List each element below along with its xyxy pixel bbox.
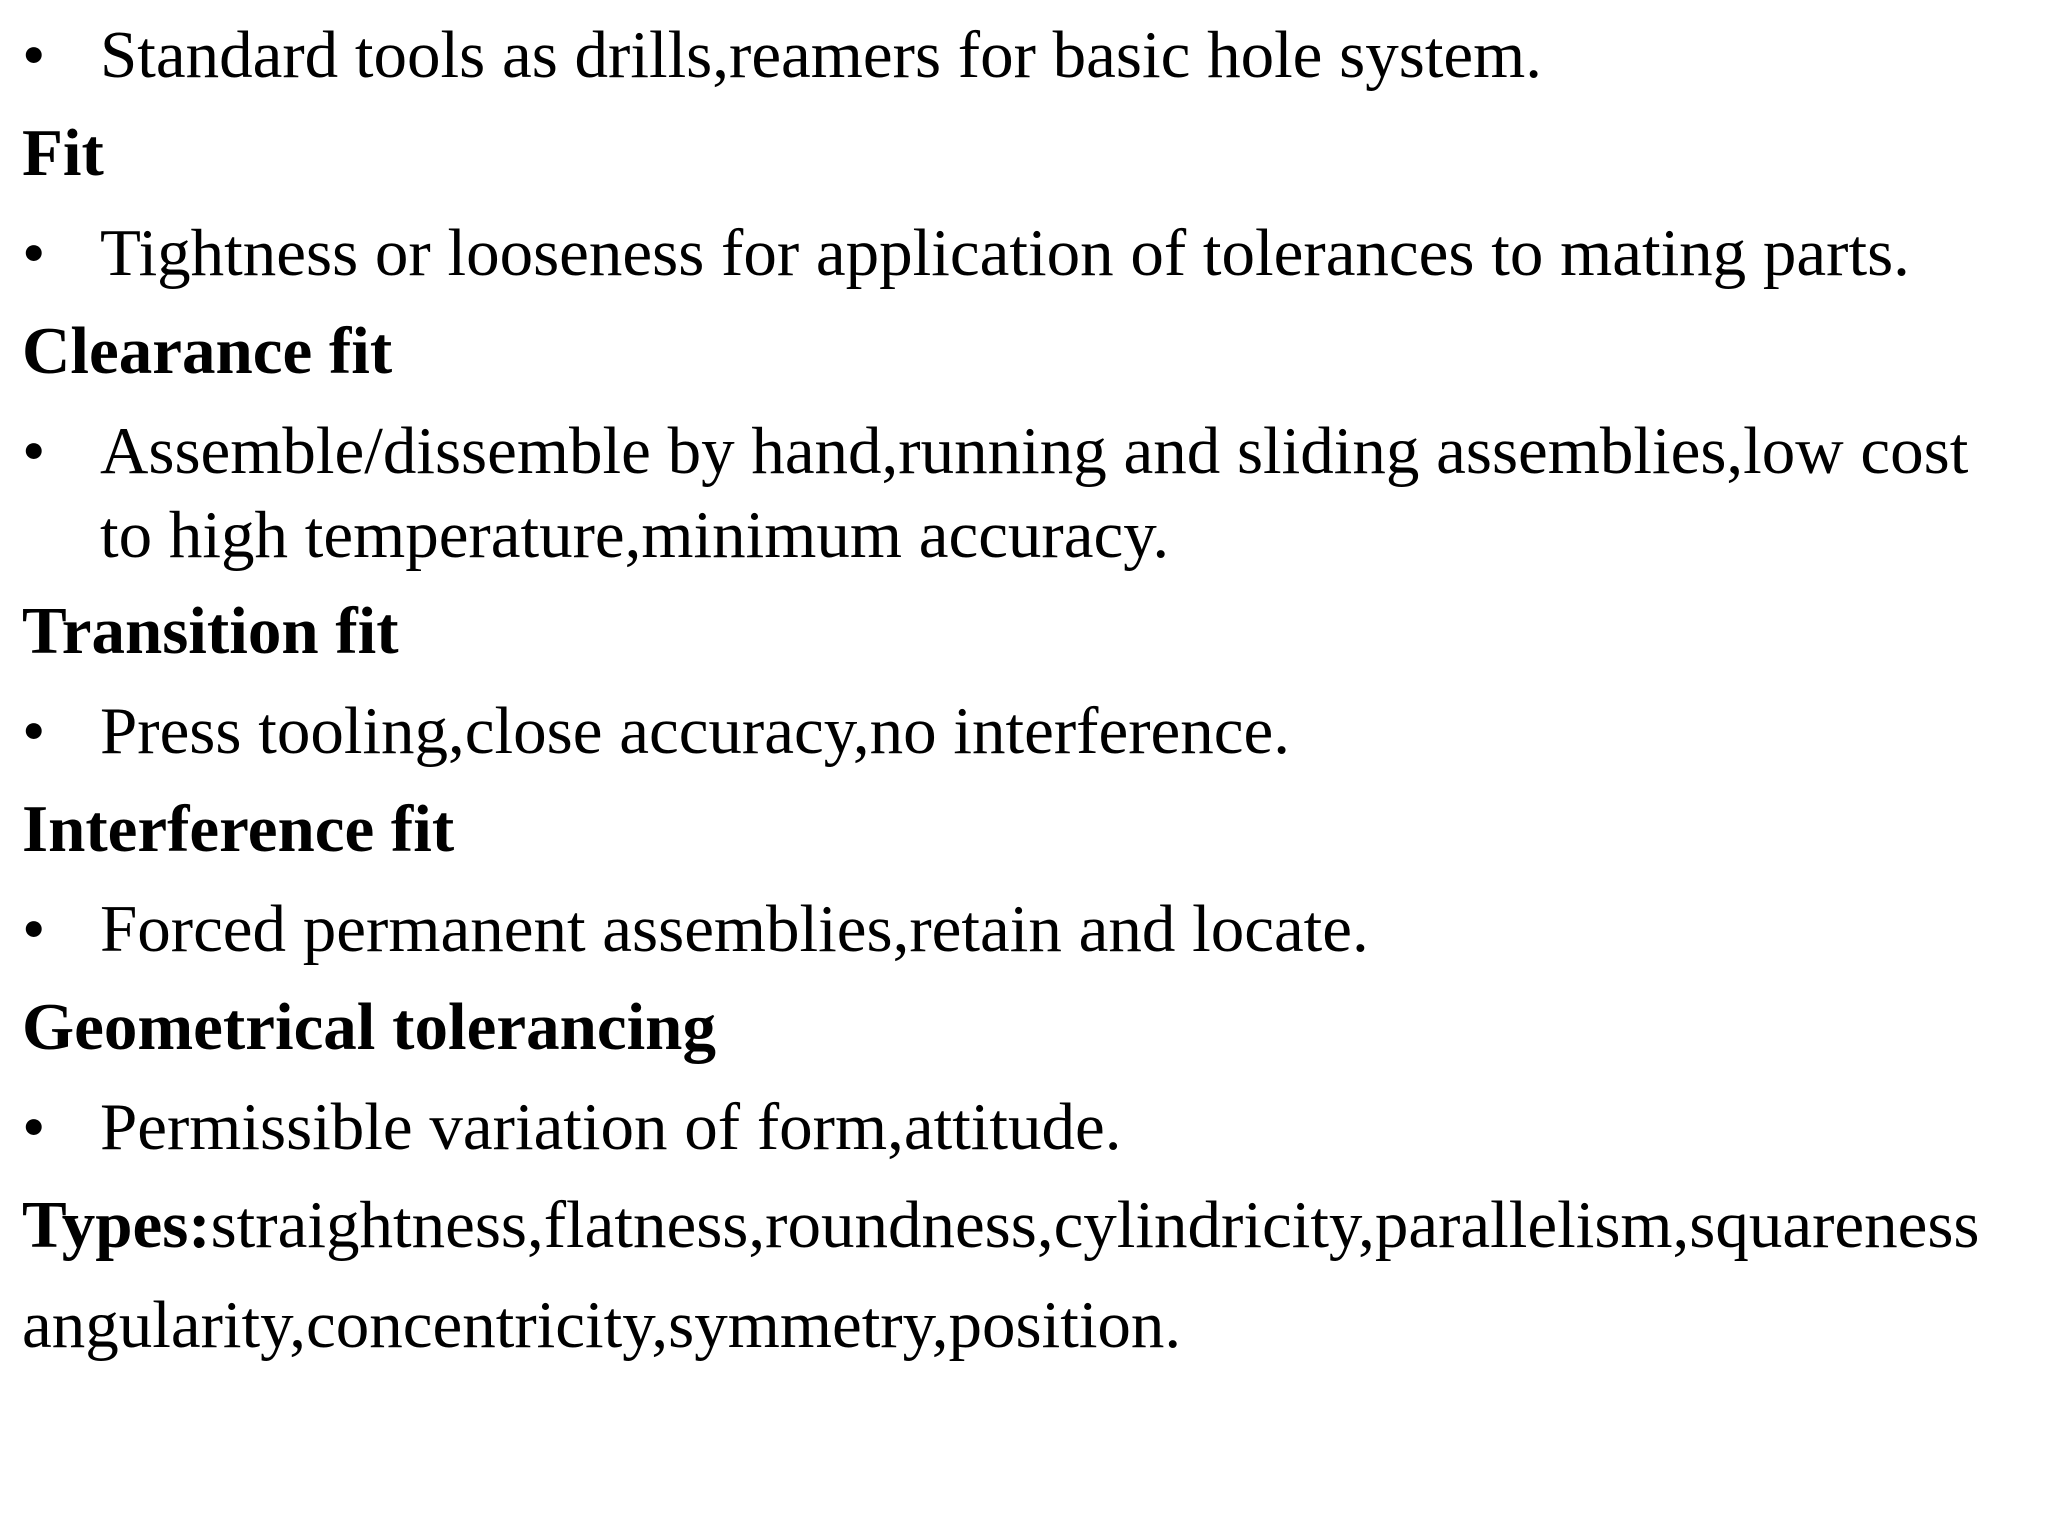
bullet-icon: • [22, 414, 46, 488]
bullet-text: Press tooling,close accuracy,no interference. [100, 694, 1290, 768]
bullet-text-line-1: Assemble/dissemble by hand,running and sliding assemblies,low cost [100, 414, 1969, 488]
bullet-icon: • [22, 694, 46, 768]
heading-interference-fit: Interference fit [22, 792, 455, 866]
heading-fit: Fit [22, 116, 104, 190]
bullet-icon: • [22, 892, 46, 966]
heading-geometrical-tolerancing: Geometrical tolerancing [22, 990, 716, 1064]
heading-transition-fit: Transition fit [22, 594, 399, 668]
types-list-part-1: straightness,flatness,roundness,cylindricity,parallelism,squareness [210, 1188, 1980, 1262]
types-line-1 [22, 1188, 1980, 1262]
bullet-text: Tightness or looseness for application of tolerances to mating parts. [100, 216, 1910, 290]
types-label: Types: [22, 1188, 211, 1262]
bullet-icon: • [22, 1090, 46, 1164]
bullet-text: Forced permanent assemblies,retain and locate. [100, 892, 1369, 966]
bullet-text: Permissible variation of form,attitude. [100, 1090, 1122, 1164]
bullet-text: Standard tools as drills,reamers for basic hole system. [100, 18, 1543, 92]
types-list-part-2: angularity,concentricity,symmetry,position. [22, 1288, 1182, 1362]
bullet-text-line-2: to high temperature,minimum accuracy. [100, 498, 1170, 572]
heading-clearance-fit: Clearance fit [22, 314, 393, 388]
bullet-icon: • [22, 216, 46, 290]
bullet-icon: • [22, 18, 46, 92]
